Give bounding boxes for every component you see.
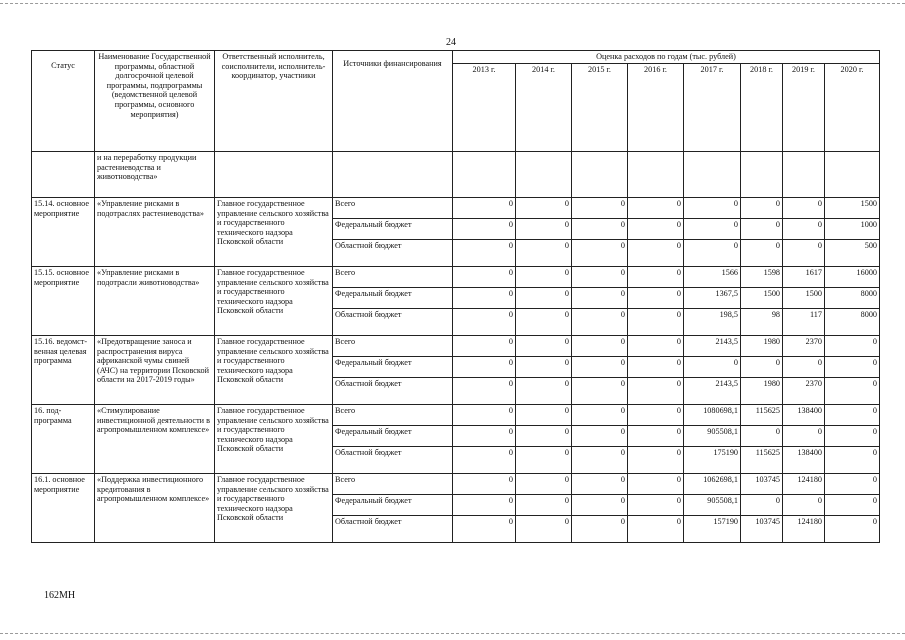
value-cell: 0 [825,357,880,378]
name-cell: «Управление рисками в подотраслях растениеводства» [95,198,215,267]
value-cell: 0 [572,336,628,357]
header-estimate: Оценка расходов по годам (тыс. рублей) [453,51,880,64]
value-cell: 0 [516,405,572,426]
value-cell: 0 [453,219,516,240]
value-cell: 0 [516,309,572,336]
value-cell: 0 [572,378,628,405]
header-year: 2019 г. [783,64,825,152]
value-cell: 0 [516,426,572,447]
value-cell: 0 [825,378,880,405]
value-cell: 0 [825,447,880,474]
value-cell: 0 [825,516,880,543]
value-cell: 2143,5 [684,378,741,405]
source-cell: Федеральный бюджет [333,219,453,240]
value-cell: 0 [628,447,684,474]
value-cell: 115625 [741,405,783,426]
value-cell: 0 [741,198,783,219]
value-cell: 0 [628,219,684,240]
value-cell: 0 [825,405,880,426]
value-cell: 124180 [783,516,825,543]
value-cell: 0 [825,495,880,516]
source-cell: Федеральный бюджет [333,288,453,309]
value-cell: 0 [572,357,628,378]
value-cell: 0 [741,495,783,516]
value-cell: 0 [572,474,628,495]
value-cell: 0 [628,309,684,336]
value-cell: 198,5 [684,309,741,336]
value-cell: 0 [453,267,516,288]
value-cell: 0 [741,357,783,378]
value-cell: 0 [684,240,741,267]
responsible-cell: Главное государственное управление сельского хозяйства и государственного технического надзора Псковской области [215,336,333,405]
value-cell: 138400 [783,405,825,426]
value-cell: 0 [783,219,825,240]
value-cell: 1566 [684,267,741,288]
responsible-cell: Главное государственное управление сельского хозяйства и государственного технического надзора Псковской области [215,198,333,267]
value-cell: 0 [572,267,628,288]
source-cell: Всего [333,267,453,288]
name-cell: «Управление рисками в подотрасли животноводства» [95,267,215,336]
header-year: 2015 г. [572,64,628,152]
value-cell: 0 [628,357,684,378]
value-cell: 0 [628,198,684,219]
value-cell: 138400 [783,447,825,474]
table-row [32,267,880,288]
value-cell: 905508,1 [684,426,741,447]
value-cell: 0 [453,405,516,426]
value-cell: 0 [572,447,628,474]
value-cell: 0 [684,198,741,219]
source-cell: Федеральный бюджет [333,495,453,516]
value-cell: 2370 [783,336,825,357]
header-year: 2013 г. [453,64,516,152]
table-row [32,198,880,219]
value-cell: 0 [572,426,628,447]
value-cell: 0 [572,516,628,543]
value-cell: 1617 [783,267,825,288]
value-cell: 117 [783,309,825,336]
value-cell: 0 [783,426,825,447]
name-cell: «Стимулирование инвестиционной деятельности в агропромышленном комплексе» [95,405,215,474]
value-cell: 0 [516,267,572,288]
value-cell: 0 [741,426,783,447]
value-cell: 0 [516,516,572,543]
value-cell: 1980 [741,336,783,357]
value-cell: 0 [516,288,572,309]
value-cell: 0 [741,240,783,267]
continuation-text: и на переработку продукции растениеводства и животноводства» [95,152,215,198]
header-year: 2016 г. [628,64,684,152]
value-cell: 0 [516,357,572,378]
value-cell: 1080698,1 [684,405,741,426]
value-cell: 0 [453,426,516,447]
value-cell: 157190 [684,516,741,543]
responsible-cell: Главное государственное управление сельского хозяйства и государственного технического надзора Псковской области [215,405,333,474]
value-cell: 1062698,1 [684,474,741,495]
value-cell: 0 [572,240,628,267]
source-cell: Областной бюджет [333,240,453,267]
value-cell: 16000 [825,267,880,288]
responsible-cell: Главное государственное управление сельского хозяйства и государственного технического надзора Псковской области [215,474,333,543]
name-cell: «Поддержка инвестиционного кредитования в агропромышленном комплексе» [95,474,215,543]
source-cell: Всего [333,336,453,357]
status-cell: 16.1. основное мероприятие [32,474,95,543]
value-cell: 115625 [741,447,783,474]
value-cell: 8000 [825,288,880,309]
value-cell: 1598 [741,267,783,288]
table-row [32,336,880,357]
value-cell: 0 [825,426,880,447]
value-cell: 0 [516,474,572,495]
value-cell: 0 [516,495,572,516]
header-year: 2017 г. [684,64,741,152]
value-cell: 0 [684,219,741,240]
footer-code: 162МН [44,590,76,601]
source-cell: Федеральный бюджет [333,426,453,447]
header-year: 2020 г. [825,64,880,152]
value-cell: 0 [516,219,572,240]
source-cell: Областной бюджет [333,516,453,543]
value-cell: 175190 [684,447,741,474]
value-cell: 0 [628,426,684,447]
value-cell: 0 [684,357,741,378]
value-cell: 0 [453,198,516,219]
name-cell: «Предотвращение заноса и распространения вируса африканской чумы свиней (АЧС) на территории Псковской области на 2017-2019 годы» [95,336,215,405]
status-cell: 15.14. основное мероприятие [32,198,95,267]
value-cell: 0 [453,378,516,405]
continuation-row [32,152,880,198]
header-year: 2014 г. [516,64,572,152]
source-cell: Всего [333,474,453,495]
value-cell: 8000 [825,309,880,336]
value-cell: 2143,5 [684,336,741,357]
source-cell: Областной бюджет [333,378,453,405]
value-cell: 98 [741,309,783,336]
source-cell: Всего [333,405,453,426]
header-responsible: Ответственный исполнитель, соисполнители, исполнитель-координатор, участники [215,51,333,152]
value-cell: 0 [628,405,684,426]
source-cell: Областной бюджет [333,447,453,474]
value-cell: 0 [628,474,684,495]
value-cell: 0 [628,378,684,405]
value-cell: 0 [453,357,516,378]
value-cell: 0 [783,198,825,219]
value-cell: 0 [628,495,684,516]
value-cell: 2370 [783,378,825,405]
value-cell: 0 [628,240,684,267]
table-row [32,405,880,426]
value-cell: 0 [516,336,572,357]
value-cell: 0 [453,240,516,267]
value-cell: 0 [628,267,684,288]
value-cell: 0 [453,309,516,336]
value-cell: 0 [628,288,684,309]
value-cell: 0 [453,474,516,495]
header-name: Наименование Государственной программы, областной долгосрочной целевой программы, подпрограммы (ведомственной целевой программы, основного мероприятия) [95,51,215,152]
value-cell: 0 [572,198,628,219]
value-cell: 0 [516,198,572,219]
responsible-cell: Главное государственное управление сельского хозяйства и государственного технического надзора Псковской области [215,267,333,336]
value-cell: 0 [516,447,572,474]
value-cell: 0 [572,495,628,516]
source-cell: Областной бюджет [333,309,453,336]
status-cell: 16. под-программа [32,405,95,474]
value-cell: 0 [741,219,783,240]
value-cell: 1500 [783,288,825,309]
value-cell: 0 [453,516,516,543]
status-cell: 15.16. ведомст-венная целевая программа [32,336,95,405]
value-cell: 0 [516,378,572,405]
page-top-edge [0,3,905,4]
value-cell: 124180 [783,474,825,495]
value-cell: 103745 [741,516,783,543]
value-cell: 0 [516,240,572,267]
value-cell: 0 [825,336,880,357]
value-cell: 0 [783,495,825,516]
value-cell: 905508,1 [684,495,741,516]
value-cell: 103745 [741,474,783,495]
header-year: 2018 г. [741,64,783,152]
value-cell: 0 [453,495,516,516]
value-cell: 0 [783,357,825,378]
value-cell: 1500 [741,288,783,309]
value-cell: 1367,5 [684,288,741,309]
value-cell: 500 [825,240,880,267]
value-cell: 1500 [825,198,880,219]
value-cell: 0 [825,474,880,495]
value-cell: 0 [628,336,684,357]
value-cell: 1000 [825,219,880,240]
header-sources: Источники финансирования [333,51,453,152]
value-cell: 0 [628,516,684,543]
source-cell: Федеральный бюджет [333,357,453,378]
value-cell: 0 [572,309,628,336]
value-cell: 0 [572,288,628,309]
table-row [32,474,880,495]
value-cell: 0 [572,405,628,426]
source-cell: Всего [333,198,453,219]
value-cell: 0 [453,288,516,309]
value-cell: 0 [453,447,516,474]
value-cell: 1980 [741,378,783,405]
value-cell: 0 [572,219,628,240]
value-cell: 0 [783,240,825,267]
budget-table [31,50,880,543]
page-number: 24 [446,37,456,48]
page-bottom-edge [0,633,905,634]
header-status: Статус [32,51,95,152]
status-cell: 15.15. основное мероприятие [32,267,95,336]
value-cell: 0 [453,336,516,357]
